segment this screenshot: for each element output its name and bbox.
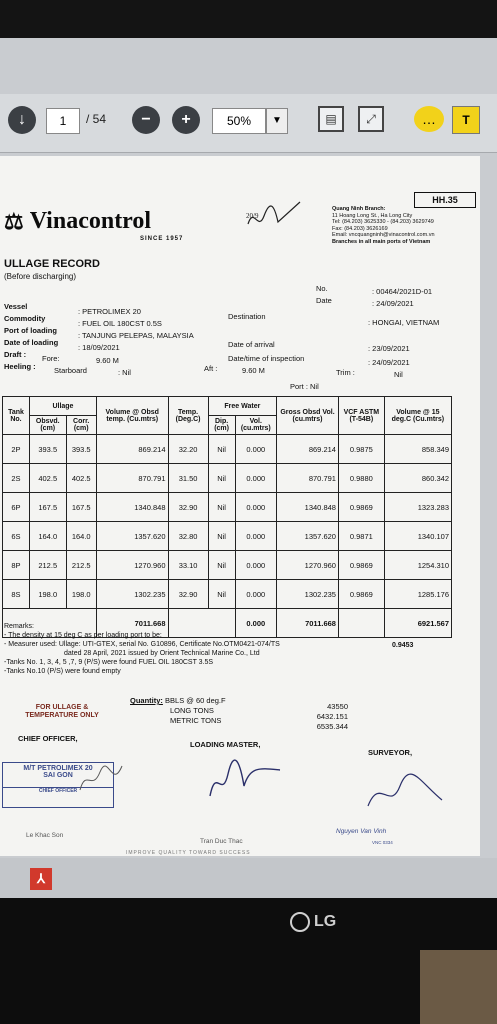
cell-corr: 167.5 [66,493,96,522]
cell-dip: Nil [208,493,235,522]
date-value: : 24/09/2021 [372,299,414,308]
cell-dip: Nil [208,580,235,609]
date-loading-value: : 18/09/2021 [78,343,120,352]
col-dip: Dip. (cm) [208,416,235,435]
col-volume15: Volume @ 15 deg.C (Cu.mtrs) [384,397,451,435]
table-row [3,464,452,493]
remarks-line: -Tanks No. 1, 3, 4, 5 ,7, 9 (P/S) were found FUEL OIL 180CST 3.5S [4,659,214,666]
quantity-metric-value: 6535.344 [316,722,348,731]
vinacontrol-logo [4,208,151,235]
total-gross: 7011.668 [277,609,339,638]
cell-free-water: 0.000 [235,522,277,551]
fore-label: Fore: [42,354,60,363]
motto: IMPROVE QUALITY TOWARD SUCCESS [126,850,251,856]
cell-gross: 869.214 [277,435,339,464]
lg-logo-icon [290,912,310,932]
acrobat-icon[interactable]: ⅄ [30,868,52,890]
inspection-value: : 24/09/2021 [368,358,410,367]
page-total: / 54 [86,112,107,126]
loading-master-signature [200,756,290,806]
cell-volume15: 1340.107 [384,522,451,551]
total-vol-obs: 7011.668 [96,609,168,638]
cell-vcf: 0.9880 [338,464,384,493]
branch-address: 11 Hoang Long St., Ha Long City [332,212,413,219]
cell-vol-obs: 1270.960 [96,551,168,580]
cell-free-water: 0.000 [235,464,277,493]
cell-volume15: 1254.310 [384,551,451,580]
cell-tank: 6P [3,493,30,522]
cell-volume15: 1323.283 [384,493,451,522]
cell-volume15: 860.342 [384,464,451,493]
col-free-water: Free Water [208,397,276,416]
cell-obsvd: 198.0 [29,580,66,609]
col-obsvd: Obsvd. (cm) [29,416,66,435]
no-label: No. [316,284,328,293]
cell-tank: 8P [3,551,30,580]
remarks [4,622,280,676]
heeling-value: : Nil [118,368,131,377]
quantity-long-label: LONG TONS [170,706,214,715]
chief-officer-label: CHIEF OFFICER, [18,734,78,743]
petro-stamp-line2: SAI GON [43,772,73,779]
page-number-input[interactable]: 1 [46,108,80,134]
cell-dip: Nil [208,551,235,580]
fore-value: 9.60 M [96,356,119,365]
aft-value: 9.60 M [242,366,265,375]
cell-corr: 393.5 [66,435,96,464]
cell-volume15: 1285.176 [384,580,451,609]
cell-gross: 1302.235 [277,580,339,609]
cell-corr: 402.5 [66,464,96,493]
comment-icon[interactable]: … [414,106,444,132]
port-nil-label: Port : Nil [290,382,319,391]
arrival-label: Date of arrival [228,340,275,349]
cell-dip: Nil [208,435,235,464]
port-loading-value: : TANJUNG PELEPAS, MALAYSIA [78,331,194,340]
cell-temp: 33.10 [168,551,208,580]
surveyor-label: SURVEYOR, [368,748,413,757]
date-label: Date [316,296,332,305]
col-vol: Vol. (cu.mtrs) [235,416,277,435]
col-ullage: Ullage [29,397,96,416]
cell-dip: Nil [208,464,235,493]
destination-label: Destination [228,312,266,321]
cell-gross: 1340.848 [277,493,339,522]
commodity-value: : FUEL OIL 180CST 0.5S [78,319,162,328]
table-row [3,493,452,522]
surveyor-name: Nguyen Van Vinh [336,828,387,835]
cell-dip: Nil [208,522,235,551]
zoom-dropdown-chevron-icon[interactable]: ▼ [266,108,288,134]
svg-text:20/9: 20/9 [246,212,259,220]
vessel-value: : PETROLIMEX 20 [78,307,141,316]
cell-temp: 32.90 [168,493,208,522]
branch-footer: Branches in all main ports of Vietnam [332,238,431,245]
total-fw: 0.000 [235,609,277,638]
quantity-values [308,702,348,732]
cell-tank: 6S [3,522,30,551]
heeling-side: Starboard [54,366,87,375]
quantity-label: Quantity: [130,696,163,705]
lg-brand-text: LG [314,913,337,930]
table-row [3,522,452,551]
total-volume15: 6921.567 [384,609,451,638]
remarks-line: -Tanks No.10 (P/S) were found empty [4,668,121,675]
petro-stamp-line3: CHIEF OFFICER [3,787,113,794]
fit-page-icon[interactable]: ▤ [318,106,344,132]
cell-gross: 1357.620 [277,522,339,551]
lg-logo [290,912,336,932]
quantity-block [130,696,226,726]
col-gross: Gross Obsd Vol. (cu.mtrs) [277,397,339,435]
doc-subtitle: (Before discharging) [4,272,77,281]
cell-vol-obs: 869.214 [96,435,168,464]
cell-obsvd: 212.5 [29,551,66,580]
cell-free-water: 0.000 [235,435,277,464]
doc-title: ULLAGE RECORD [4,258,100,270]
cell-temp: 32.90 [168,580,208,609]
cell-obsvd: 393.5 [29,435,66,464]
quantity-metric-label: METRIC TONS [170,716,222,725]
cell-tank: 2S [3,464,30,493]
trim-label: Trim : [336,368,355,377]
col-volume-obsd: Volume @ Obsd temp. (Cu.mtrs) [96,397,168,435]
cell-vol-obs: 1357.620 [96,522,168,551]
vinacontrol-emblem-icon: ⚖ [4,208,24,234]
cell-vol-obs: 1340.848 [96,493,168,522]
col-tank: Tank No. [3,397,30,435]
port-loading-label: Port of loading [4,326,57,335]
loading-master-name: Tran Duc Thac [200,838,243,845]
cell-vcf: 0.9869 [338,580,384,609]
cell-free-water: 0.000 [235,551,277,580]
cell-gross: 1270.960 [277,551,339,580]
sticky-note-icon[interactable]: T [452,106,480,134]
remarks-title: Remarks: [4,623,34,630]
brand-name: Vinacontrol [29,208,152,234]
remarks-line: - The density at 15 deg C as per loading port to be: [4,632,162,639]
heeling-label: Heeling : [4,362,36,371]
branch-fax: Fax: (84.203) 3626169 [332,225,388,232]
cell-obsvd: 402.5 [29,464,66,493]
form-code-box: HH.35 [414,192,476,208]
cell-temp: 32.80 [168,522,208,551]
next-page-down-icon[interactable]: ↓ [8,106,36,134]
cell-vcf: 0.9869 [338,551,384,580]
branch-info [332,206,477,246]
surveyor-id: VNC 0334 [372,840,393,845]
remarks-line: - Measurer used: Ullage: UTI-GTEX, serial No. G10896, Certificate No.OTM0421-074/TS [4,641,280,648]
table-row [3,551,452,580]
cell-vol-obs: 1302.235 [96,580,168,609]
cell-gross: 870.791 [277,464,339,493]
cell-corr: 198.0 [66,580,96,609]
branch-name: Quang Ninh Branch: [332,206,386,212]
cell-volume15: 858.349 [384,435,451,464]
cell-corr: 164.0 [66,522,96,551]
cell-corr: 212.5 [66,551,96,580]
surveyor-signature [360,772,450,816]
cell-temp: 31.50 [168,464,208,493]
monitor-bezel-top [0,0,497,38]
col-corr: Corr. (cm) [66,416,96,435]
cell-vol-obs: 870.791 [96,464,168,493]
arrival-value: : 23/09/2021 [368,344,410,353]
inspection-label: Date/time of inspection [228,354,305,363]
zoom-in-icon[interactable]: + [172,106,200,134]
cell-free-water: 0.000 [235,493,277,522]
table-row [3,435,452,464]
top-signature [244,196,304,236]
fit-width-icon[interactable]: ⤢ [358,106,384,132]
remarks-line: dated 28 April, 2021 issued by Orient Technical Marine Co., Ltd [64,650,260,657]
pdf-toolbar [0,94,497,153]
cell-free-water: 0.000 [235,580,277,609]
chief-officer-signature [76,760,126,796]
date-loading-label: Date of loading [4,338,59,347]
chief-officer-name: Le Khac Son [26,832,64,839]
col-vcf: VCF ASTM (T-54B) [338,397,384,435]
ullage-temperature-stamp: FOR ULLAGE & TEMPERATURE ONLY [25,704,99,719]
branch-email: Email: vncquangninh@vinacontrol.com.vn [332,232,435,239]
zoom-level-input[interactable]: 50% [212,108,266,134]
commodity-label: Commodity [4,314,46,323]
cell-tank: 2P [3,435,30,464]
branch-tel: Tel: (84.203) 3625330 - (84.203) 3629749 [332,219,434,226]
ullage-table [2,396,452,638]
density-value: 0.9453 [392,642,414,649]
destination-value: : HONGAI, VIETNAM [368,318,440,327]
zoom-out-icon[interactable]: − [132,106,160,134]
taskbar [0,858,497,898]
vessel-label: Vessel [4,302,28,311]
screen [0,38,497,898]
desk-object [420,950,497,1024]
cell-temp: 32.20 [168,435,208,464]
pdf-page [0,156,480,856]
cell-vcf: 0.9869 [338,493,384,522]
aft-label: Aft : [204,364,218,373]
cell-obsvd: 167.5 [29,493,66,522]
petro-stamp-line1: M/T PETROLIMEX 20 [23,765,93,772]
quantity-bbls-label: BBLS @ 60 deg.F [165,696,226,705]
draft-label: Draft : [4,350,27,359]
table-row [3,580,452,609]
cell-vcf: 0.9871 [338,522,384,551]
trim-value: Nil [394,370,403,379]
no-value: : 00464/2021D-01 [372,287,433,296]
col-temp: Temp. (Deg.C) [168,397,208,435]
cell-tank: 8S [3,580,30,609]
since-text: SINCE 1957 [140,236,184,242]
quantity-long-value: 6432.151 [316,712,348,721]
cell-vcf: 0.9875 [338,435,384,464]
cell-obsvd: 164.0 [29,522,66,551]
loading-master-label: LOADING MASTER, [190,740,261,749]
quantity-bbls-value: 43550 [327,702,348,711]
